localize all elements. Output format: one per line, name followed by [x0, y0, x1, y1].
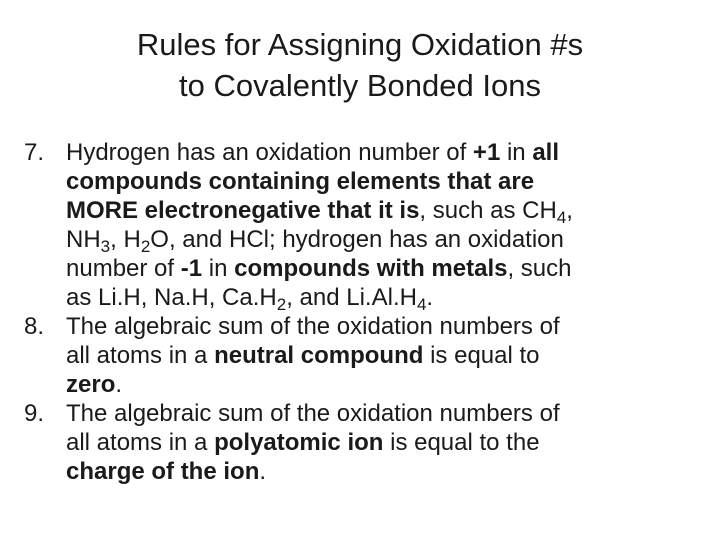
rule-text: . [115, 371, 123, 398]
rule-line [66, 457, 694, 486]
rule-text: . [259, 458, 267, 485]
subscript: 2 [276, 295, 287, 314]
rule-text: in [202, 255, 235, 282]
rule-emphasis: all [532, 139, 559, 166]
rule-emphasis: +1 [472, 139, 501, 166]
rule-emphasis: polyatomic ion [214, 429, 384, 456]
rule-text: The algebraic sum of the oxidation numbers of [66, 313, 560, 340]
rule-emphasis: compounds containing elements that are [66, 168, 535, 195]
rule-number: 7. [24, 139, 45, 166]
rule-text: Hydrogen has an oxidation number of [66, 139, 473, 166]
rule-line [66, 196, 694, 225]
subscript: 4 [556, 208, 567, 227]
rule-text: , such as CH [419, 197, 557, 224]
rule-text: all atoms in a [66, 342, 215, 369]
rule-line [66, 283, 694, 312]
slide-title [40, 24, 680, 106]
title-line-1: Rules for Assigning Oxidation #s [136, 27, 584, 62]
rule-text: , and Li.Al.H [286, 284, 417, 311]
rule-text: , [566, 197, 573, 224]
rule-number: 8. [24, 313, 45, 340]
subscript: 4 [416, 295, 427, 314]
rule-line [66, 312, 694, 341]
rule-line [66, 167, 694, 196]
rule-emphasis: neutral compound [214, 342, 424, 369]
rule-line [66, 428, 694, 457]
rule-text: The algebraic sum of the oxidation numbers of [66, 400, 560, 427]
rule-line [66, 399, 694, 428]
rule-text: , such [507, 255, 572, 282]
title-line-2: to Covalently Bonded Ions [179, 68, 541, 103]
rule-text: all atoms in a [66, 429, 215, 456]
subscript: 3 [100, 237, 111, 256]
rule-9 [14, 399, 694, 486]
rule-text: NH [66, 226, 101, 253]
rule-text: , H [110, 226, 141, 253]
rule-emphasis: MORE electronegative that it is [66, 197, 420, 224]
rule-line [66, 341, 694, 370]
rule-text: is equal to the [383, 429, 540, 456]
rule-line [66, 138, 694, 167]
rules-list [14, 138, 694, 486]
rule-line [66, 370, 694, 399]
rule-text: in [500, 139, 533, 166]
rule-text: number of [66, 255, 181, 282]
rule-emphasis: charge of the ion [66, 458, 260, 485]
rule-7 [14, 138, 694, 312]
rule-text: O, and HCl; hydrogen has an oxidation [150, 226, 564, 253]
subscript: 2 [140, 237, 151, 256]
rule-line [66, 225, 694, 254]
rule-emphasis: -1 [180, 255, 203, 282]
rule-text: . [426, 284, 434, 311]
rule-text: is equal to [423, 342, 540, 369]
rule-line [66, 254, 694, 283]
rule-8 [14, 312, 694, 399]
rule-emphasis: zero [66, 371, 116, 398]
rule-emphasis: compounds with metals [234, 255, 508, 282]
rule-number: 9. [24, 400, 45, 427]
rule-text: as Li.H, Na.H, Ca.H [66, 284, 277, 311]
